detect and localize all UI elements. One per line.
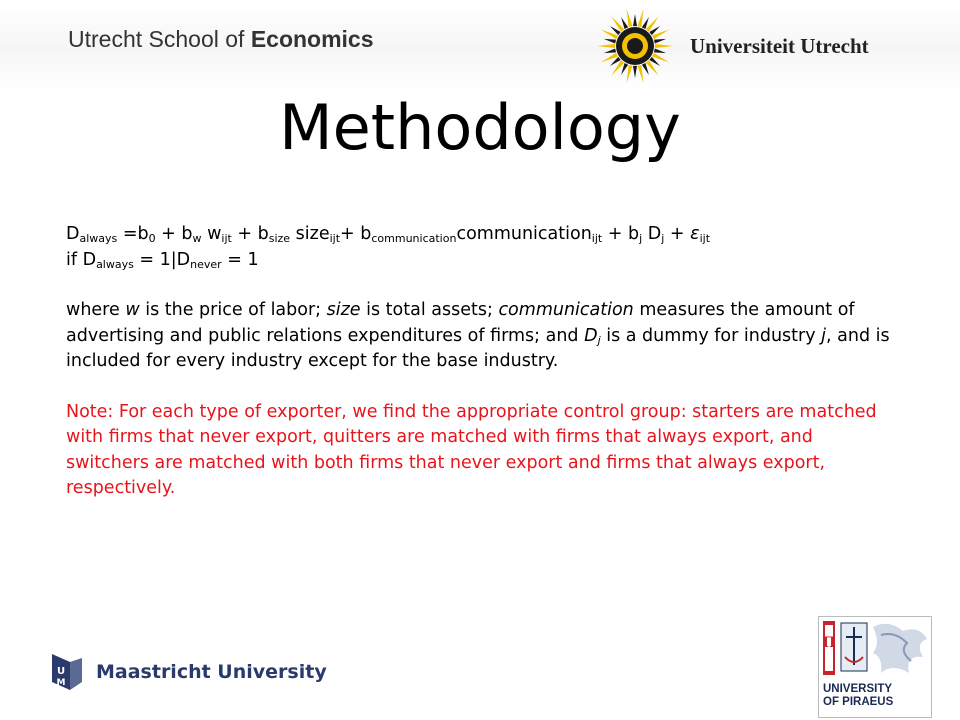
sun-ray: [637, 65, 643, 83]
piraeus-name: UNIVERSITY OF PIRAEUS: [823, 683, 894, 708]
slide-title: Methodology: [279, 91, 681, 164]
utrecht-school-of-economics-logo: Utrecht School of Economics: [68, 26, 374, 52]
sun-ray: [597, 44, 615, 48]
equation: [66, 222, 896, 273]
equation-line-2: if $D_{always} = 1|D_{never} = 1$: [66, 249, 259, 271]
sun-seal-icon: [596, 7, 674, 85]
sun-ray: [633, 14, 637, 26]
header-band: [0, 0, 960, 90]
sun-ray: [621, 17, 628, 29]
slide-content: [66, 222, 896, 502]
sun-ray: [633, 66, 637, 78]
sun-ray: [654, 39, 666, 44]
sun-ray: [654, 48, 666, 53]
maastricht-university-name: Maastricht University: [96, 661, 327, 683]
sun-ray: [655, 44, 673, 48]
maastricht-university-logo: [48, 652, 338, 692]
university-of-piraeus-logo: [818, 616, 932, 718]
universiteit-utrecht-logo: Universiteit Utrecht: [690, 34, 869, 58]
note-text: Note: For each type of exporter, we find the appropriate control group: starters are matched with firms that never export, quitters are matched with firms that always export, and switchers are matched with both firms that never export and firms that always export, respectively.: [66, 401, 877, 498]
sun-ray: [642, 63, 649, 75]
sun-ray: [627, 9, 633, 27]
variable-definitions: where w is the price of labor; size is total assets; communication measures the amount of advertising and public relations expenditures of firms; and $D_j$ is a dummy for industry j, and is included for every industry except for the base industry.: [66, 300, 890, 371]
sun-ray: [604, 48, 616, 53]
svg-text:M: M: [56, 678, 66, 688]
piraeus-crest-icon: [819, 617, 931, 681]
um-monogram-icon: [48, 652, 84, 692]
sun-ray: [621, 63, 628, 75]
sun-ray: [604, 39, 616, 44]
sun-ray: [627, 65, 633, 83]
svg-text:U: U: [56, 666, 66, 677]
equation-line-1: $D_{always} =b_0 + b_w$ $w_{ijt} + b_{size}$ size$_{ijt}$+ $b_{communication}communication_{ijt} + b_j$ $D_j + \varepsilon_{ijt}$: [66, 224, 711, 245]
sun-ray: [642, 17, 649, 29]
sun-ray: [637, 9, 643, 27]
svg-text:Π: Π: [822, 635, 836, 651]
